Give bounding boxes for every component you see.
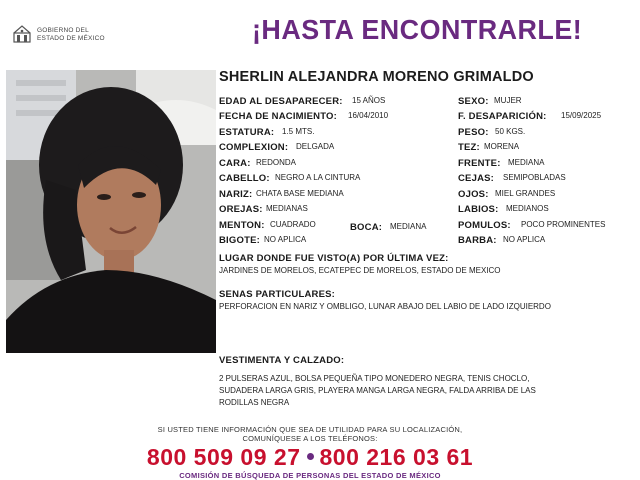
field-frente-value: MEDIANA — [508, 158, 545, 167]
field-tez-value: MORENA — [484, 142, 520, 151]
field-complexion — [219, 141, 288, 154]
field-estatura-label: ESTATURA: — [219, 127, 275, 138]
person-photo — [6, 70, 216, 353]
logo-line-1: GOBIERNO DEL — [37, 27, 89, 34]
field-menton — [219, 219, 265, 232]
field-barba-label: BARBA: — [458, 235, 497, 246]
phone-numbers — [0, 444, 620, 471]
field-sexo-label: SEXO: — [458, 96, 489, 107]
field-tez-label: TEZ: — [458, 142, 480, 153]
logo-line-2: ESTADO DE MÉXICO — [37, 34, 105, 42]
field-nariz-label: NARIZ: — [219, 189, 253, 200]
field-cejas-value: SEMIPOBLADAS — [503, 173, 566, 182]
marks-label: SENAS PARTICULARES: — [219, 289, 336, 300]
field-cabello-value: NEGRO A LA CINTURA — [275, 173, 361, 182]
field-bigote — [219, 234, 260, 247]
field-labios-value: MEDIANOS — [506, 204, 549, 213]
field-sexo-value: MUJER — [494, 96, 522, 105]
marks-value: PERFORACION EN NARIZ Y OMBLIGO, LUNAR ABAJO DEL LABIO DE LADO IZQUIERDO — [219, 302, 551, 311]
field-edad-label: EDAD AL DESAPARECER: — [219, 96, 343, 107]
field-sexo — [458, 95, 489, 108]
field-bigote-label: BIGOTE: — [219, 235, 260, 246]
logo-text — [37, 27, 105, 42]
clothing-label: VESTIMENTA Y CALZADO: — [219, 355, 345, 366]
field-desaparicion-label: F. DESAPARICIÓN: — [458, 111, 547, 122]
field-cejas-label: CEJAS: — [458, 173, 495, 184]
field-cara-label: CARA: — [219, 158, 251, 169]
footer-commission: COMISIÓN DE BÚSQUEDA DE PERSONAS DEL ESTADO DE MÉXICO — [179, 471, 441, 480]
field-cejas — [458, 172, 494, 185]
headline: ¡HASTA ENCONTRARLE! — [252, 14, 583, 45]
field-cara — [219, 157, 251, 170]
government-logo — [12, 24, 122, 46]
field-peso-label: PESO: — [458, 127, 489, 138]
field-estatura-value: 1.5 MTS. — [282, 127, 315, 136]
field-menton-value: CUADRADO — [270, 220, 316, 229]
field-pomulos-label: POMULOS: — [458, 220, 511, 231]
field-orejas — [219, 203, 263, 216]
field-barba — [458, 234, 497, 247]
field-boca-label: BOCA: — [350, 222, 383, 233]
field-ojos-label: OJOS: — [458, 189, 489, 200]
field-frente-label: FRENTE: — [458, 158, 501, 169]
field-boca-value: MEDIANA — [390, 222, 427, 231]
field-edad-value: 15 AÑOS — [352, 96, 386, 105]
contact-line-2: COMUNÍQUESE A LOS TELÉFONOS: — [242, 434, 378, 443]
person-name: SHERLIN ALEJANDRA MORENO GRIMALDO — [219, 69, 534, 85]
field-peso — [458, 126, 489, 139]
field-barba-value: NO APLICA — [503, 235, 546, 244]
field-desaparicion-value: 15/09/2025 — [561, 111, 602, 120]
field-orejas-value: MEDIANAS — [266, 204, 308, 213]
field-nacimiento-value: 16/04/2010 — [348, 111, 389, 120]
field-complexion-value: DELGADA — [296, 142, 335, 151]
field-complexion-label: COMPLEXION: — [219, 142, 289, 153]
field-edad — [219, 95, 343, 108]
field-desaparicion — [458, 110, 547, 123]
phone-number-2[interactable]: 800 216 03 61 — [319, 444, 474, 470]
field-pomulos-value: POCO PROMINENTES — [521, 220, 606, 229]
contact-line-1: SI USTED TIENE INFORMACIÓN QUE SEA DE UTILIDAD PARA SU LOCALIZACIÓN, — [157, 425, 463, 434]
field-cabello-label: CABELLO: — [219, 173, 270, 184]
state-seal-icon — [12, 24, 32, 44]
field-ojos-value: MIEL GRANDES — [495, 189, 556, 198]
field-ojos — [458, 188, 489, 201]
field-labios — [458, 203, 498, 216]
field-nacimiento-label: FECHA DE NACIMIENTO: — [219, 111, 337, 122]
clothing-line-2: SUDADERA LARGA GRIS, PLAYERA MANGA LARGA NEGRA, FALDA ARRIBA DE LAS — [219, 386, 536, 395]
field-tez — [458, 141, 480, 154]
field-frente — [458, 157, 501, 170]
photo-illustration — [6, 70, 216, 353]
field-nariz-value: CHATA BASE MEDIANA — [256, 189, 344, 198]
field-nacimiento — [219, 110, 337, 123]
field-labios-label: LABIOS: — [458, 204, 499, 215]
last-seen-label: LUGAR DONDE FUE VISTO(A) POR ÚLTIMA VEZ: — [219, 253, 449, 264]
field-pomulos — [458, 219, 511, 232]
field-bigote-value: NO APLICA — [264, 235, 307, 244]
field-peso-value: 50 KGS. — [495, 127, 526, 136]
field-estatura — [219, 126, 274, 139]
field-menton-label: MENTON: — [219, 220, 265, 231]
clothing-line-1: 2 PULSERAS AZUL, BOLSA PEQUEÑA TIPO MONEDERO NEGRA, TENIS CHOCLO, — [219, 374, 530, 383]
field-cabello — [219, 172, 270, 185]
separator-dot-icon — [307, 453, 314, 460]
phone-number-1[interactable]: 800 509 09 27 — [146, 444, 301, 470]
field-boca — [350, 221, 382, 234]
last-seen-value: JARDINES DE MORELOS, ECATEPEC DE MORELOS, ESTADO DE MEXICO — [219, 266, 501, 275]
field-orejas-label: OREJAS: — [219, 204, 263, 215]
clothing-line-3: RODILLAS NEGRA — [219, 398, 290, 407]
field-cara-value: REDONDA — [256, 158, 297, 167]
field-nariz — [219, 188, 252, 201]
